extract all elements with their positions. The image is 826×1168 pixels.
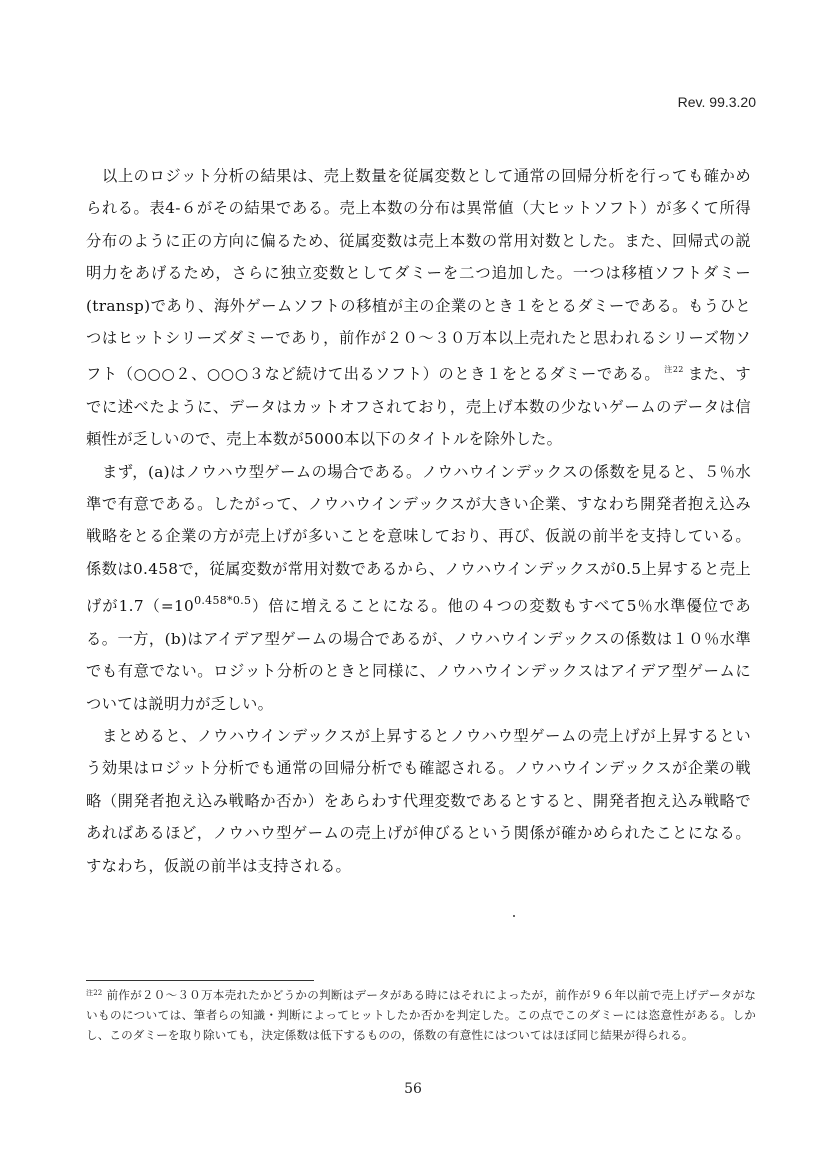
paragraph-2-text-cont: ）倍に増えることになる。他の４つの変数もすべて5％水準優位である。一方，(b)はアイデア型ゲームの場合であるが、ノウハウインデックスの係数は１０％水準でも有意でない。ロジット分析のときと同様に、ノウハウインデックスはアイデア型ゲームについては説明力が乏しい。 <box>86 597 751 713</box>
body-text <box>86 160 751 882</box>
paragraph-2-text: まず，(a)はノウハウ型ゲームの場合である。ノウハウインデックスの係数を見ると、５％水準で有意である。したがって、ノウハウインデックスが大きい企業、すなわち開発者抱え込み戦略をとる企業の方が売上げが多いことを意味しており、再び、仮説の前半を支持している。係数は0.458で，従属変数が常用対数であるから、ノウハウインデックスが0.5上昇すると売上げが1.7（=10 <box>86 462 751 616</box>
footnote-divider <box>86 980 314 981</box>
paragraph-1-text: 以上のロジット分析の結果は、売上数量を従属変数として通常の回帰分析を行っても確かめられる。表4-６がその結果である。売上本数の分布は異常値（大ヒットソフト）が多くて所得分布のように正の方向に偏るため、従属変数は売上本数の常用対数とした。また、回帰式の説明力をあげるため，さらに独立変数としてダミーを二つ追加した。一つは移植ソフトダミー(transp)であり、海外ゲームソフトの移植が主の企業のとき１をとるダミーである。もうひとつはヒットシリーズダミーであり，前作が２０～３０万本以上売れたと思われるシリーズ物ソフト（○○○２、○○○３など続けて出るソフト）のとき１をとるダミーである。 <box>86 167 751 384</box>
paragraph-2 <box>86 456 751 720</box>
footnote-text: 前作が２０～３０万本売れたかどうかの判断はデータがある時にはそれによったが，前作が９６年以前で売上げデータがないものについては、筆者らの知識・判断によってヒットしたか否かを判定した。この点でこのダミーには恣意性がある。しかし、このダミーを取り除いても，決定係数は低下するものの，係数の有意性にはついてはほぼ同じ結果が得られる。 <box>86 988 756 1042</box>
footnote <box>86 984 756 1045</box>
stray-mark <box>513 915 515 917</box>
paragraph-1-text-cont: また、すでに述べたように、データはカットオフされており，売上げ本数の少ないゲームのデータは信頼性が乏しいので、売上本数が5000本以下のタイトルを除外した。 <box>86 365 751 449</box>
exponent: 0.458*0.5 <box>194 594 252 608</box>
page-number: 56 <box>404 1081 422 1097</box>
paragraph-3: まとめると、ノウハウインデックスが上昇するとノウハウ型ゲームの売上げが上昇するという効果はロジット分析でも通常の回帰分析でも確認される。ノウハウインデックスが企業の戦略（開発者抱え込み戦略か否か）をあらわす代理変数であるとすると、開発者抱え込み戦略であればあるほど，ノウハウ型ゲームの売上げが伸びるという関係が確かめられたことになる。すなわち，仮説の前半は支持される。 <box>86 726 751 875</box>
paragraph-1 <box>86 160 751 456</box>
footnote-mark: 注22 <box>86 989 103 997</box>
revision-label: Rev. 99.3.20 <box>677 94 756 110</box>
footnote-reference: 注22 <box>664 365 684 375</box>
